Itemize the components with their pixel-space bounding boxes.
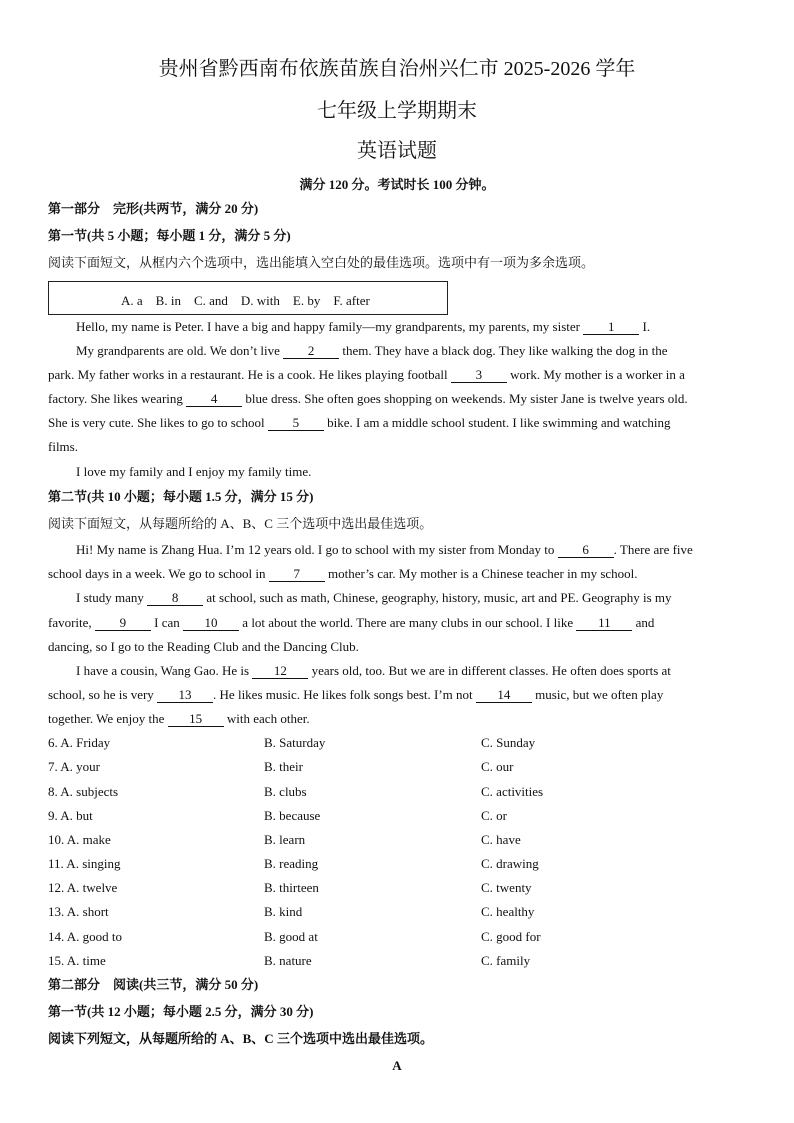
word-options-box [48, 281, 448, 315]
blank-3[interactable]: 3 [451, 368, 507, 383]
blank-8[interactable]: 8 [147, 591, 203, 606]
blank-2[interactable]: 2 [283, 344, 339, 359]
question-14-option-c[interactable]: C. good for [481, 929, 541, 944]
question-15-option-a[interactable]: 15. A. time [48, 953, 106, 968]
question-14-option-b[interactable]: B. good at [264, 929, 318, 944]
question-9-option-a[interactable]: 9. A. but [48, 808, 93, 823]
blank-5[interactable]: 5 [268, 416, 324, 431]
part1-section1-instruction: 阅读下面短文，从框内六个选项中，选出能填入空白处的最佳选项。选项中有一项为多余选项。 [48, 255, 595, 270]
question-7-option-c[interactable]: C. our [481, 759, 514, 774]
blank-11[interactable]: 11 [576, 616, 632, 631]
question-8-option-a[interactable]: 8. A. subjects [48, 784, 119, 799]
question-10-option-c[interactable]: C. have [481, 832, 521, 847]
passage1-line: park. My father works in a restaurant. He is a cook. He likes playing football 3 work. My mother is a worker in a [48, 367, 685, 382]
question-6-option-c[interactable]: C. Sunday [481, 735, 536, 750]
exam-title-subject: 英语试题 [357, 140, 437, 162]
passage1-line: My grandparents are old. We don’t live 2 them. They have a black dog. They like walking the dog in the [76, 343, 668, 358]
passage1-line: She is very cute. She likes to go to school 5 bike. I am a middle school student. I like swimming and watching [48, 415, 671, 430]
part2-heading: 第二部分 阅读(共三节，满分 50 分) [48, 977, 259, 992]
question-10-option-b[interactable]: B. learn [264, 832, 306, 847]
question-13-option-b[interactable]: B. kind [264, 904, 303, 919]
passage2-line: together. We enjoy the 15 with each other. [48, 711, 310, 726]
blank-7[interactable]: 7 [269, 567, 325, 582]
part2-section1-heading: 第一节(共 12 小题；每小题 2.5 分，满分 30 分) [48, 1004, 314, 1019]
blank-4[interactable]: 4 [186, 392, 242, 407]
question-13-option-c[interactable]: C. healthy [481, 904, 535, 919]
passage1-line: films. [48, 439, 78, 454]
passage2-line: I study many 8 at school, such as math, Chinese, geography, history, music, art and PE. Geography is my [76, 590, 672, 605]
blank-13[interactable]: 13 [157, 688, 213, 703]
question-8-option-b[interactable]: B. clubs [264, 784, 307, 799]
passage1-line: I love my family and I enjoy my family time. [76, 464, 312, 479]
score-note: 满分 120 分。考试时长 100 分钟。 [299, 177, 495, 192]
passage1-line: Hello, my name is Peter. I have a big and happy family—my grandparents, my parents, my sister 1 I. [76, 319, 651, 334]
exam-title-region: 贵州省黔西南布依族苗族自治州兴仁市 2025-2026 学年 [158, 58, 636, 80]
blank-10[interactable]: 10 [183, 616, 239, 631]
passage1-line: factory. She likes wearing 4 blue dress. She often goes shopping on weekends. My sister Jane is twelve years old. [48, 391, 688, 406]
question-6-option-b[interactable]: B. Saturday [264, 735, 326, 750]
passage2-line: Hi! My name is Zhang Hua. I’m 12 years old. I go to school with my sister from Monday to 6 . There are five [76, 542, 693, 557]
part1-section1-heading: 第一节(共 5 小题；每小题 1 分，满分 5 分) [48, 228, 291, 243]
question-12-option-c[interactable]: C. twenty [481, 880, 532, 895]
question-10-option-a[interactable]: 10. A. make [48, 832, 111, 847]
question-9-option-b[interactable]: B. because [264, 808, 321, 823]
question-8-option-c[interactable]: C. activities [481, 784, 544, 799]
part1-heading: 第一部分 完形(共两节，满分 20 分) [48, 201, 259, 216]
question-13-option-a[interactable]: 13. A. short [48, 904, 109, 919]
question-6-option-a[interactable]: 6. A. Friday [48, 735, 111, 750]
blank-12[interactable]: 12 [252, 664, 308, 679]
passage2-line: school days in a week. We go to school in 7 mother’s car. My mother is a Chinese teacher in my school. [48, 566, 638, 581]
question-12-option-b[interactable]: B. thirteen [264, 880, 319, 895]
exam-title-grade: 七年级上学期期末 [317, 100, 477, 122]
question-15-option-c[interactable]: C. family [481, 953, 531, 968]
passage2-line: dancing, so I go to the Reading Club and the Dancing Club. [48, 639, 359, 654]
passage-a-label: A [392, 1058, 402, 1073]
part1-section2-instruction: 阅读下面短文，从每题所给的 A、B、C 三个选项中选出最佳选项。 [48, 516, 433, 531]
question-14-option-a[interactable]: 14. A. good to [48, 929, 123, 944]
passage2-line: favorite, 9 I can 10 a lot about the world. There are many clubs in our school. I like 11 and [48, 615, 655, 630]
passage2-line: I have a cousin, Wang Gao. He is 12 years old, too. But we are in different classes. He often does sports at [76, 663, 671, 678]
part1-section2-heading: 第二节(共 10 小题；每小题 1.5 分，满分 15 分) [48, 489, 314, 504]
question-11-option-a[interactable]: 11. A. singing [48, 856, 121, 871]
blank-6[interactable]: 6 [558, 543, 614, 558]
question-7-option-b[interactable]: B. their [264, 759, 303, 774]
question-7-option-a[interactable]: 7. A. your [48, 759, 100, 774]
question-11-option-c[interactable]: C. drawing [481, 856, 539, 871]
question-9-option-c[interactable]: C. or [481, 808, 507, 823]
question-12-option-a[interactable]: 12. A. twelve [48, 880, 118, 895]
question-11-option-b[interactable]: B. reading [264, 856, 319, 871]
blank-9[interactable]: 9 [95, 616, 151, 631]
blank-15[interactable]: 15 [168, 712, 224, 727]
word-options: A. a B. in C. and D. with E. by F. after [121, 293, 370, 308]
part2-section1-instruction: 阅读下列短文，从每题所给的 A、B、C 三个选项中选出最佳选项。 [48, 1031, 433, 1046]
passage2-line: school, so he is very 13 . He likes music. He likes folk songs best. I’m not 14 music, but we often play [48, 687, 664, 702]
blank-1[interactable]: 1 [583, 320, 639, 335]
blank-14[interactable]: 14 [476, 688, 532, 703]
question-15-option-b[interactable]: B. nature [264, 953, 312, 968]
